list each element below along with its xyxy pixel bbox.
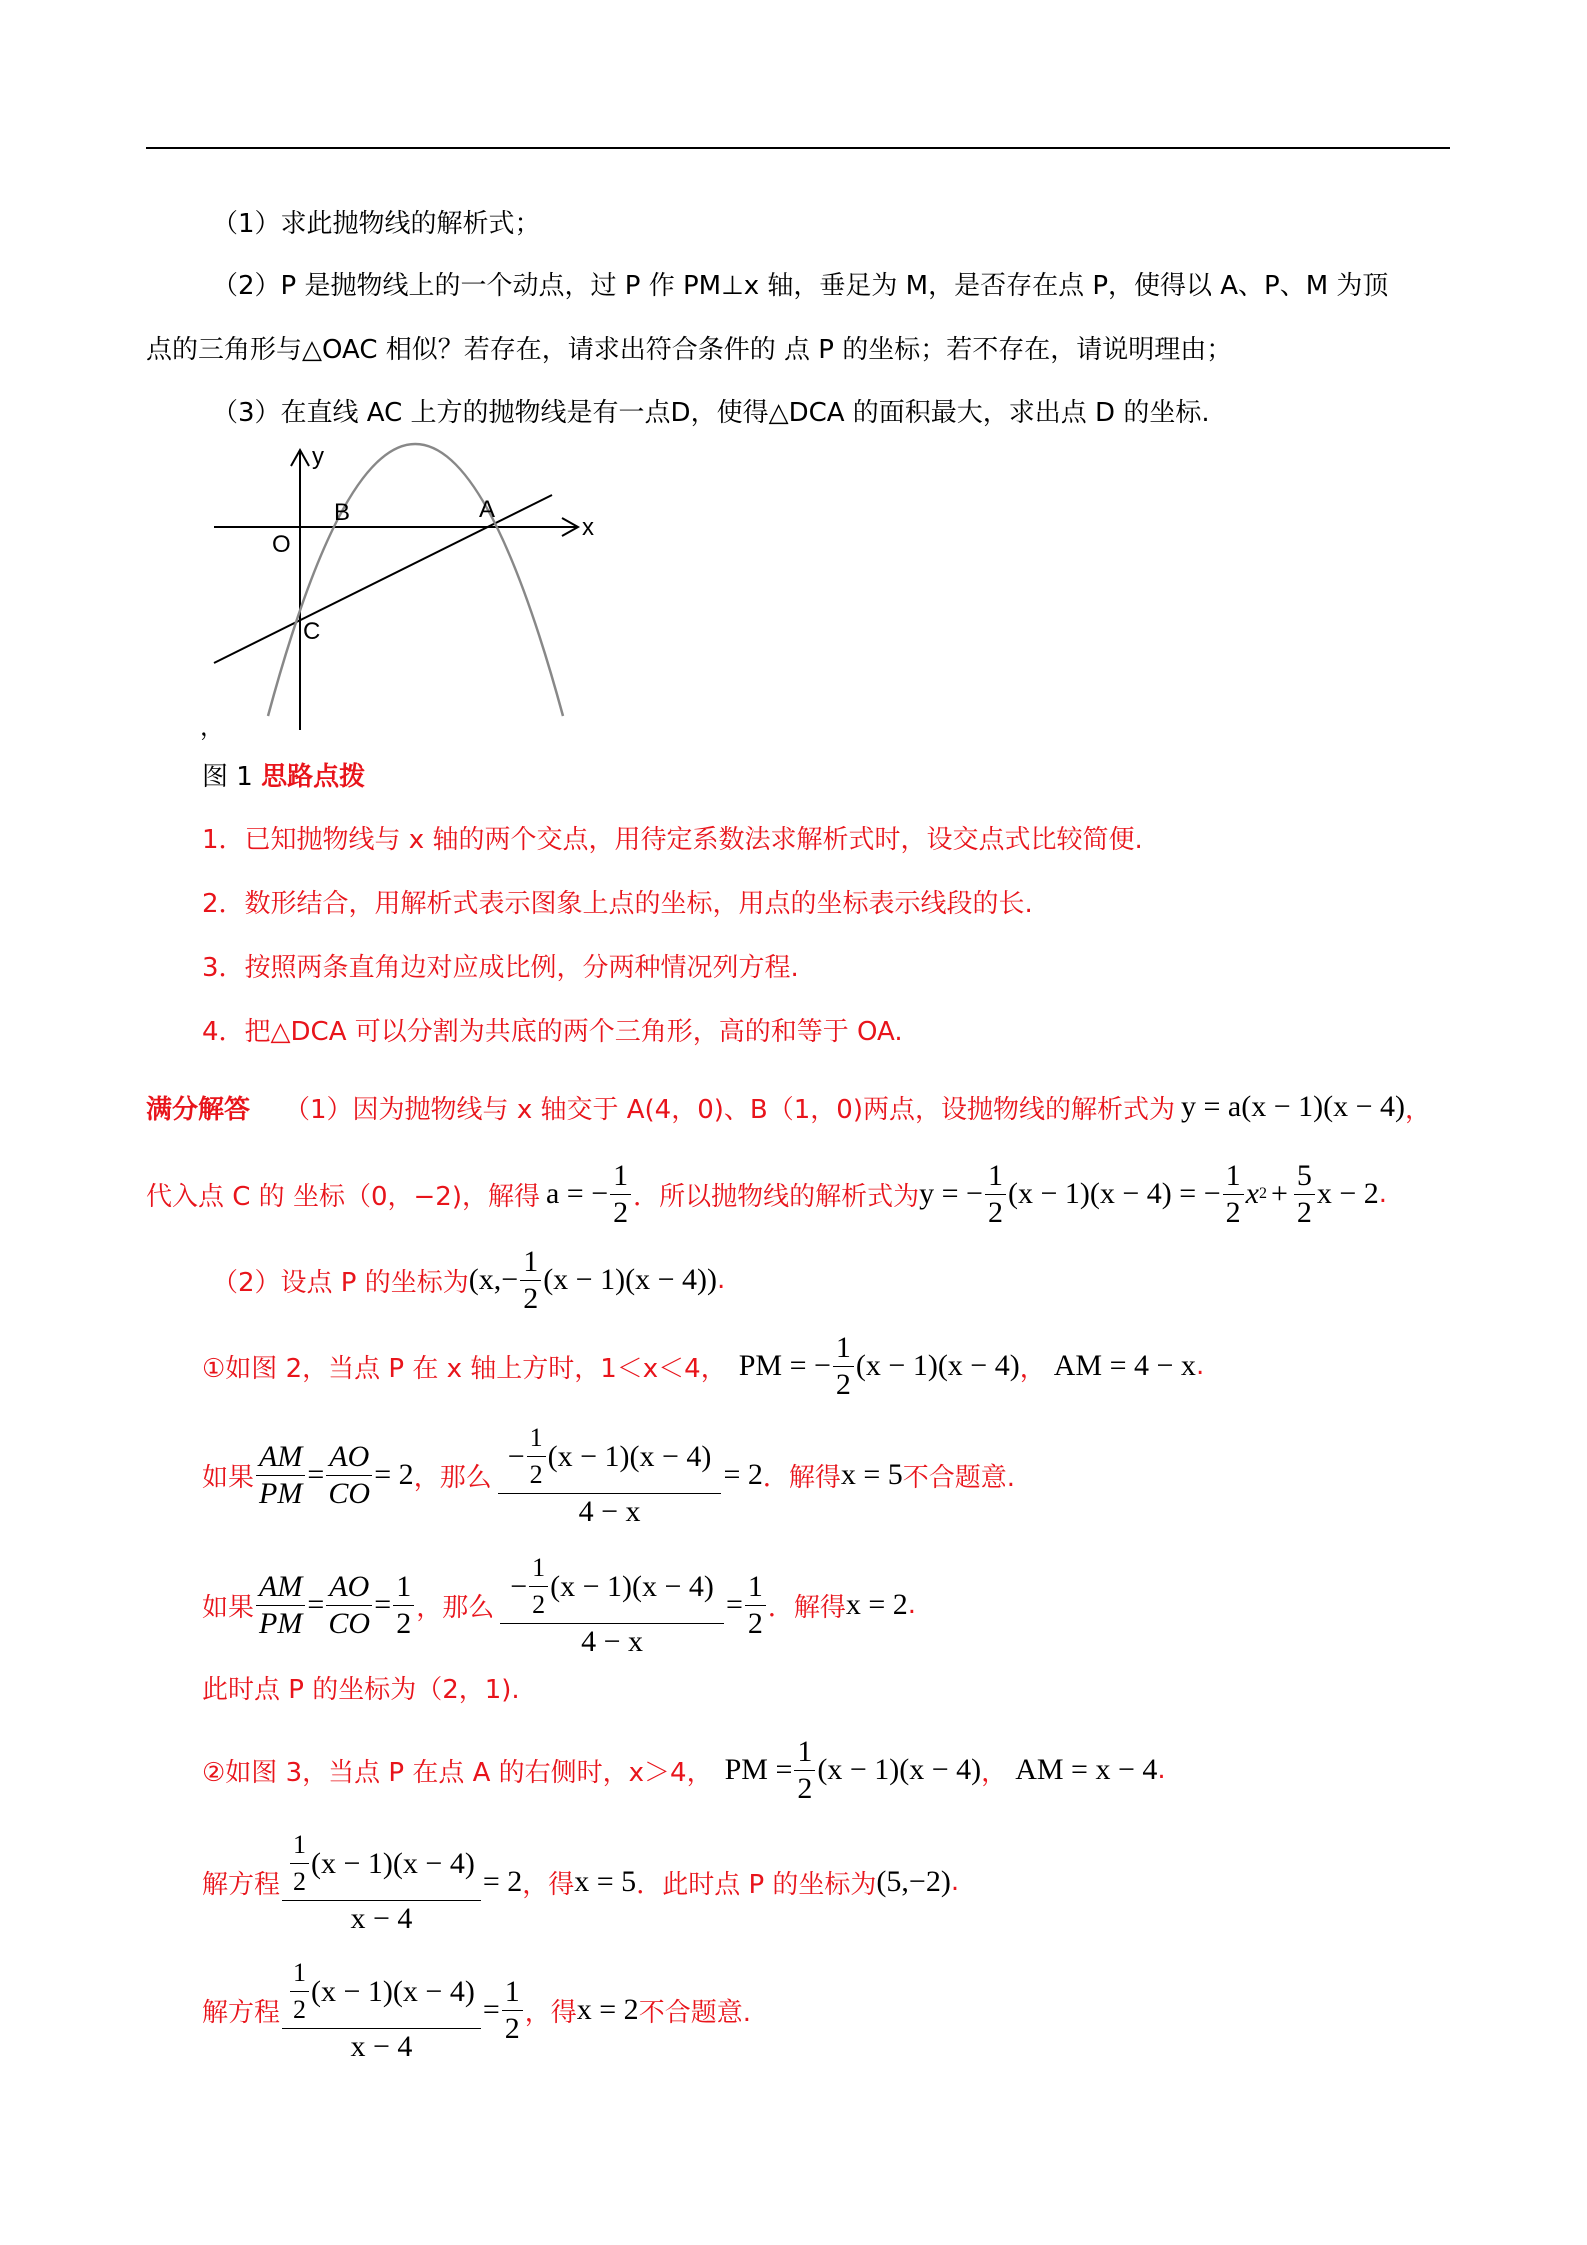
case-1-math2: (x − 1)(x − 4) (855, 1349, 1020, 1382)
equation-2-x: x = 2 (576, 1993, 639, 2026)
fraction-half-8: $\frac{1}{2}$ (794, 1734, 815, 1807)
ratio-2-eq-sign-3: = (725, 1588, 743, 1621)
case-2-sep: ， (981, 1757, 1008, 1788)
case-2-end: . (1157, 1755, 1166, 1785)
solution-p1-end: ， (1405, 1094, 1432, 1125)
label-a: A (479, 496, 496, 523)
solution-p3-math2: (x − 1)(x − 4)) (543, 1263, 717, 1296)
solution-p2-math1: a = − (545, 1177, 609, 1210)
fraction-am-pm-1: $\frac{AM}{PM}$ (256, 1439, 305, 1512)
solution-p2-math6: x − 2 (1316, 1177, 1379, 1210)
solution-p1-math: y = a(x − 1)(x − 4) (1180, 1090, 1406, 1123)
solution-p2-math5: + (1270, 1177, 1288, 1210)
fraction-complex-1: − $\frac{1}{2}$ (x − 1)(x − 4) 4 − x (498, 1420, 722, 1530)
ratio-2-then: ，那么 (416, 1592, 495, 1623)
ratio-1-res-eq: = 2 (723, 1458, 763, 1491)
ratio-2-x: x = 2 (845, 1588, 908, 1621)
question-2-line-1: （2）P 是抛物线上的一个动点，过 P 作 PM⊥x 轴，垂足为 M，是否存在点 P，使得以 A、P、M 为顶 (212, 271, 1389, 301)
question-2-line-2: 点的三角形与△OAC 相似？若存在，请求出符合条件的 点 P 的坐标；若不存在，请说明理由； (146, 335, 1233, 365)
solution-p2-end: . (1378, 1179, 1388, 1209)
ratio-2-point: 此时点 P 的坐标为（2，1). (202, 1675, 520, 1705)
label-o: O (272, 531, 291, 558)
ratio-2-eq-sign-2: = (374, 1588, 392, 1621)
fraction-half-1: $\frac{1}{2}$ (610, 1158, 631, 1231)
case-1-math3: AM = 4 − x (1053, 1349, 1196, 1382)
fraction-half-3: $\frac{1}{2}$ (1223, 1158, 1244, 1231)
equation-1-end: . (950, 1867, 960, 1897)
ratio-row-2 (202, 1545, 916, 1665)
fraction-complex-2: − $\frac{1}{2}$ (x − 1)(x − 4) 4 − x (500, 1550, 724, 1660)
label-b: B (334, 499, 351, 526)
solution-p2-math3: (x − 1)(x − 4) = − (1007, 1177, 1221, 1210)
hint-4: 4．把△DCA 可以分割为共底的两个三角形，高的和等于 OA. (202, 1017, 903, 1047)
hint-2: 2．数形结合，用解析式表示图象上点的坐标，用点的坐标表示线段的长. (202, 889, 1033, 919)
label-comma: ， (200, 714, 224, 740)
question-3: （3）在直线 AC 上方的抛物线是有一点D，使得△DCA 的面积最大，求出点 D 的坐标. (212, 398, 1210, 428)
case-1-end: . (1195, 1351, 1205, 1381)
fraction-half-6: $\frac{1}{2}$ (393, 1569, 414, 1642)
fraction-ao-co-2: $\frac{AO}{CO}$ (326, 1569, 372, 1642)
equation-1-text: ，得 (522, 1869, 575, 1900)
equation-1-text2: ．此时点 P 的坐标为 (636, 1869, 877, 1900)
ratio-1-tail: 不合题意. (902, 1462, 1016, 1493)
ratio-2-end: . (907, 1590, 917, 1620)
ratio-1-x: x = 5 (840, 1458, 903, 1491)
equation-2-label: 解方程 (202, 1997, 281, 2028)
case-2-math3: AM = x − 4 (1015, 1753, 1158, 1786)
case-2-math1: PM = (724, 1753, 793, 1786)
equation-1-x: x = 5 (574, 1865, 637, 1898)
fraction-half-7: $\frac{1}{2}$ (745, 1569, 766, 1642)
case-1 (202, 1326, 1204, 1406)
equation-1-eq: = 2 (482, 1865, 523, 1898)
fraction-half-5: $\frac{1}{2}$ (833, 1330, 854, 1403)
case-1-text: ①如图 2，当点 P 在 x 轴上方时，1＜x＜4， (202, 1353, 727, 1384)
equation-2-text: ，得 (524, 1997, 577, 2028)
fraction-complex-3: $\frac{1}{2}$ (x − 1)(x − 4) x − 4 (282, 1827, 481, 1937)
case-1-math1: PM = − (738, 1349, 831, 1382)
parabola-curve (268, 444, 563, 716)
ratio-1-eq: = 2 (374, 1458, 414, 1491)
fraction-half-2: $\frac{1}{2}$ (985, 1158, 1006, 1231)
solution-title: 满分解答 (146, 1094, 251, 1125)
ratio-2-res: ．解得 (767, 1592, 846, 1623)
ratio-1-res: ．解得 (762, 1462, 841, 1493)
hint-3: 3．按照两条直角边对应成比例，分两种情况列方程. (202, 953, 799, 983)
figure-caption (202, 757, 365, 797)
ratio-1-eq-sign: = (307, 1458, 325, 1491)
solution-p2-math2: y = − (919, 1177, 983, 1210)
fraction-complex-4: $\frac{1}{2}$ (x − 1)(x − 4) x − 4 (282, 1955, 481, 2065)
solution-part-1-line-2 (146, 1154, 1387, 1234)
solution-p2-sup: 2 (1258, 1185, 1267, 1202)
case-2 (202, 1730, 1166, 1810)
ratio-row-1 (202, 1415, 1015, 1535)
ratio-2-eq-sign: = (307, 1588, 325, 1621)
line-ac (214, 495, 552, 663)
solution-part-2-intro (212, 1240, 725, 1320)
fraction-half-9: $\frac{1}{2}$ (502, 1974, 523, 2047)
equation-2-tail: 不合题意. (638, 1997, 751, 2028)
equation-row-2 (202, 1950, 751, 2070)
header-rule (146, 147, 1450, 149)
equation-row-1 (202, 1822, 959, 1942)
case-2-math2: (x − 1)(x − 4) (817, 1753, 982, 1786)
equation-1-label: 解方程 (202, 1869, 281, 1900)
solution-p2-text2: ．所以抛物线的解析式为 (633, 1181, 920, 1212)
ratio-1-then: ，那么 (413, 1462, 492, 1493)
fraction-five-halves: $\frac{5}{2}$ (1294, 1158, 1315, 1231)
question-1: （1）求此抛物线的解析式； (212, 209, 541, 239)
solution-p2-math4: x (1245, 1177, 1259, 1210)
label-c: C (303, 618, 321, 645)
solution-p1-text: （1）因为抛物线与 x 轴交于 A(4，0)、B（1，0)两点，设抛物线的解析式为 (284, 1094, 1175, 1125)
case-1-sep: ， (1019, 1353, 1046, 1384)
solution-p2-text1: 代入点 C 的 坐标（0，−2)，解得 (146, 1181, 540, 1212)
label-x: x (582, 514, 594, 541)
case-2-text: ②如图 3，当点 P 在点 A 的右侧时，x＞4， (202, 1757, 713, 1788)
fraction-am-pm-2: $\frac{AM}{PM}$ (256, 1569, 305, 1642)
ratio-2-if: 如果 (202, 1592, 255, 1623)
label-y: y (312, 443, 324, 470)
solution-p3-text: （2）设点 P 的坐标为 (212, 1267, 469, 1298)
solution-p3-math1: (x,− (468, 1263, 519, 1296)
ratio-1-if: 如果 (202, 1462, 255, 1493)
fraction-ao-co-1: $\frac{AO}{CO}$ (326, 1439, 372, 1512)
hint-title: 思路点拨 (261, 762, 366, 792)
hint-1: 1．已知抛物线与 x 轴的两个交点，用待定系数法求解析式时，设交点式比较简便. (202, 825, 1143, 855)
figure-caption-text: 图 1 (202, 762, 253, 792)
solution-p3-end: . (716, 1265, 726, 1295)
figure-1-graph (200, 440, 620, 740)
equation-1-point: (5,−2) (876, 1865, 951, 1898)
fraction-half-4: $\frac{1}{2}$ (520, 1244, 541, 1317)
solution-part-1 (146, 1085, 1431, 1129)
equation-2-eq-sign: = (482, 1993, 500, 2026)
